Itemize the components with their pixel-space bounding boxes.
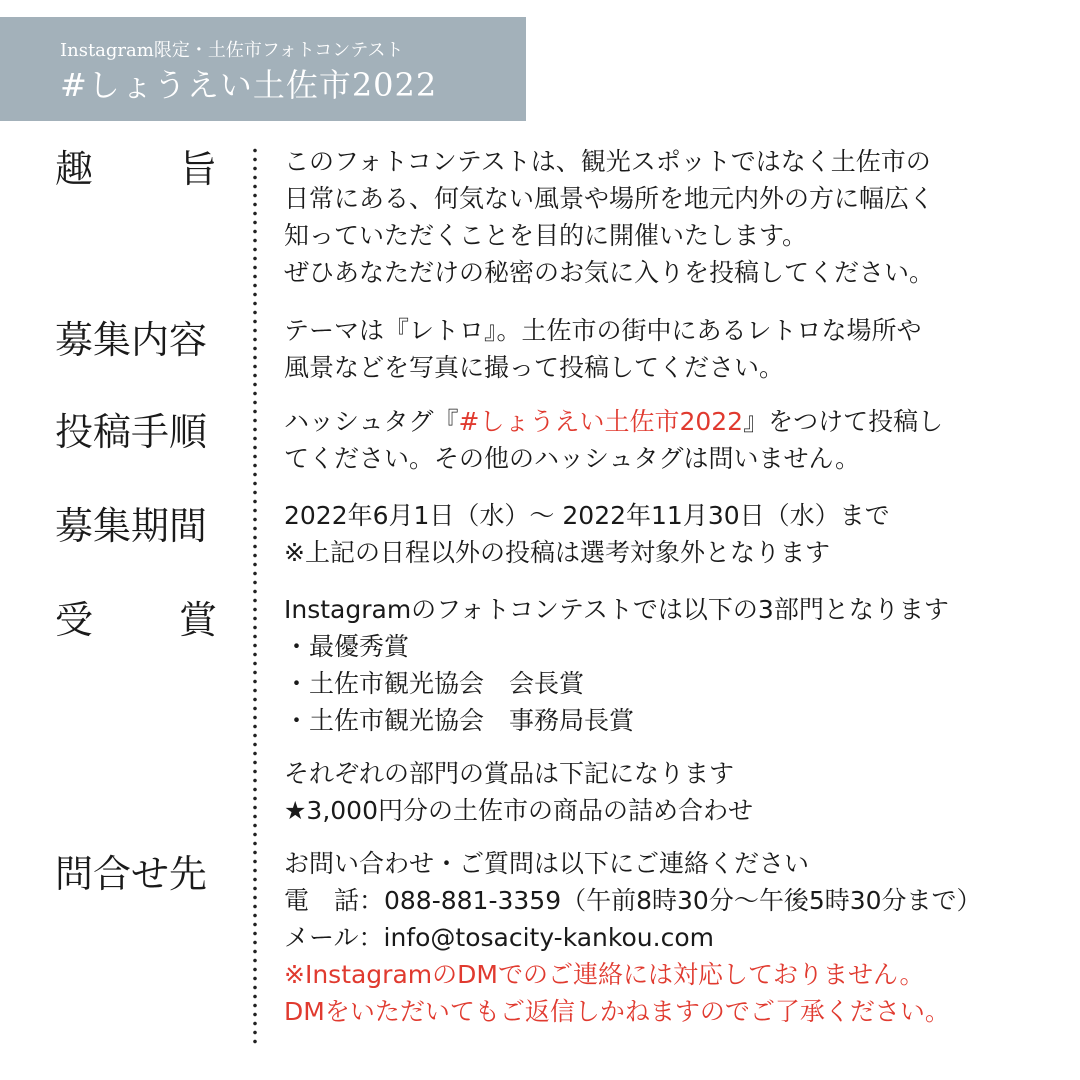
- label-howto: 投稿手順: [55, 410, 208, 454]
- prize-text: [284, 755, 1044, 829]
- text-fragment: ハッシュタグ『: [284, 407, 459, 436]
- text-line: [284, 403, 1044, 440]
- text-line: 風景などを写真に撮って投稿してください。: [284, 353, 785, 382]
- label-period: 募集期間: [55, 504, 208, 548]
- label-char: 受: [55, 598, 94, 642]
- period-text: [284, 497, 1044, 571]
- text-line: ★3,000円分の土佐市の商品の詰め合わせ: [284, 796, 753, 825]
- hashtag-text: #しょうえい土佐市2022: [458, 407, 744, 436]
- text-line: ・土佐市観光協会 事務局長賞: [284, 706, 635, 735]
- phone-line: 電 話：088-881-3359（午前8時30分～午後5時30分まで）: [284, 886, 982, 915]
- text-line: ぜひあなただけの秘密のお気に入りを投稿してください。: [284, 258, 935, 287]
- dm-note-line: DMをいただいてもご返信しかねますのでご了承ください。: [284, 997, 950, 1026]
- purpose-text: [284, 143, 1044, 291]
- label-char: 趣: [55, 147, 94, 191]
- text-line: Instagramのフォトコンテストでは以下の3部門となります: [284, 595, 949, 624]
- header-subtitle: Instagram限定・土佐市フォトコンテスト: [60, 40, 404, 61]
- text-line: ・最優秀賞: [284, 632, 410, 661]
- contact-text: [284, 845, 1044, 1030]
- awards-text: [284, 591, 1044, 739]
- text-line: 知っていただくことを目的に開催いたします。: [284, 221, 808, 250]
- text-fragment: 』をつけて投稿し: [743, 407, 944, 436]
- text-line: テーマは『レトロ』。土佐市の街中にあるレトロな場所や: [284, 316, 922, 345]
- theme-text: [284, 312, 1044, 386]
- text-line: 2022年6月1日（水）～ 2022年11月30日（水）まで: [284, 501, 890, 530]
- text-line: お問い合わせ・ご質問は以下にご連絡ください: [284, 849, 810, 878]
- dm-note-line: ※InstagramのDMでのご連絡には対応しておりません。: [284, 960, 925, 989]
- text-line: てください。その他のハッシュタグは問いません。: [284, 444, 861, 473]
- text-line: それぞれの部門の賞品は下記になります: [284, 759, 735, 788]
- label-awards: [55, 598, 217, 642]
- text-line: 日常にある、何気ない風景や場所を地元内外の方に幅広く: [284, 184, 935, 213]
- label-purpose: [55, 147, 217, 191]
- label-char: 賞: [178, 598, 217, 642]
- label-char: 旨: [178, 147, 217, 191]
- dotted-divider: [252, 146, 258, 1044]
- howto-text: [284, 403, 1044, 477]
- label-contact: 問合せ先: [55, 852, 208, 896]
- label-theme: 募集内容: [55, 318, 208, 362]
- email-line: メール：info@tosacity-kankou.com: [284, 923, 714, 952]
- text-line: このフォトコンテストは、観光スポットではなく土佐市の: [284, 147, 931, 176]
- text-line: ※上記の日程以外の投稿は選考対象外となります: [284, 538, 830, 567]
- text-line: ・土佐市観光協会 会長賞: [284, 669, 585, 698]
- header-title: #しょうえい土佐市2022: [60, 66, 438, 104]
